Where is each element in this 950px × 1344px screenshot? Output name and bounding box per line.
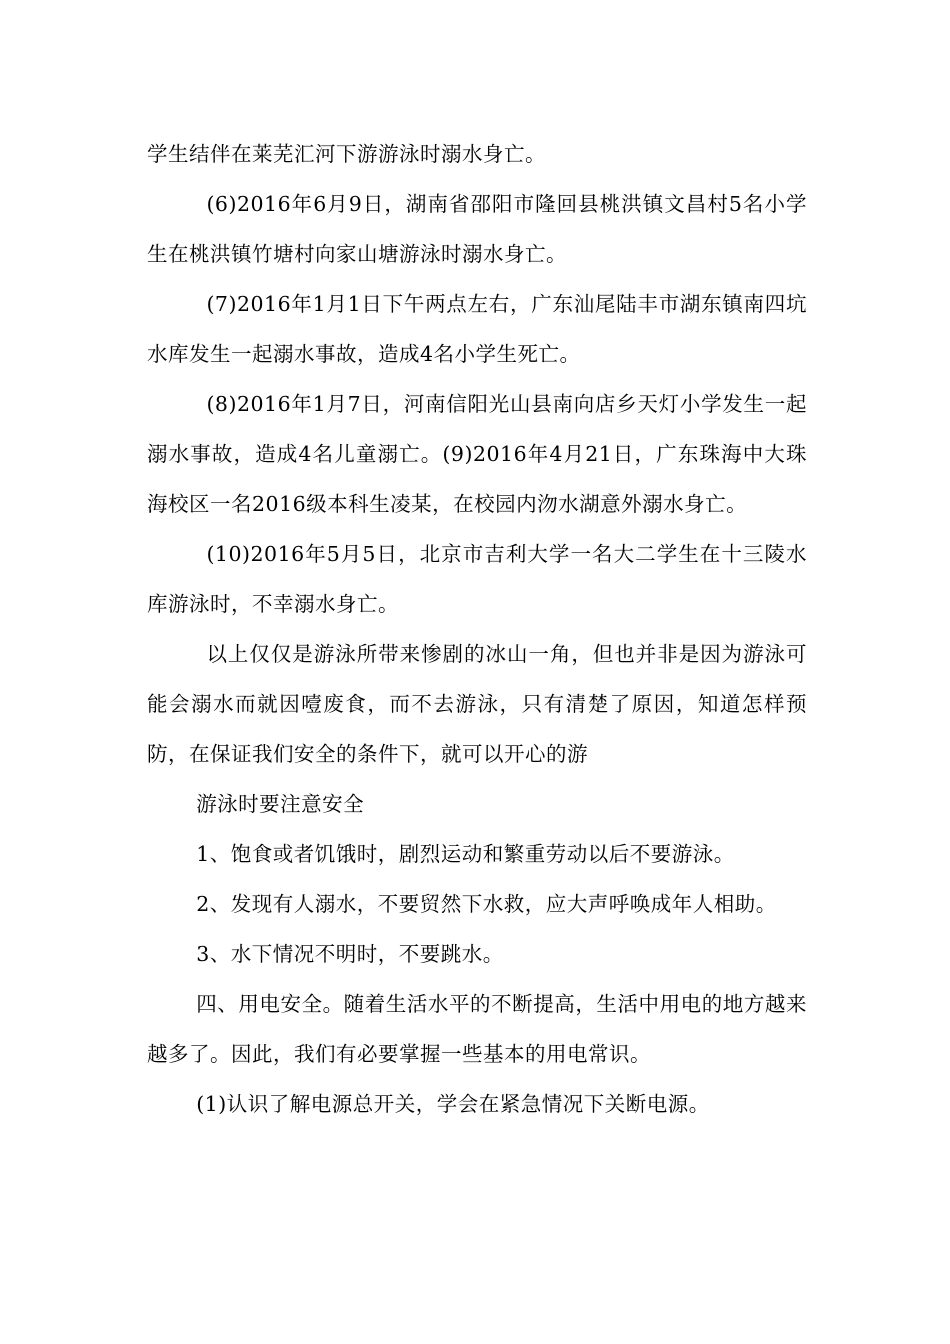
paragraph-3: (7)2016年1月1日下午两点左右，广东汕尾陆丰市湖东镇南四坑水库发生一起溺水事故，造成4名小学生死亡。 (147, 292, 807, 366)
section-electricity: 四、用电安全。随着生活水平的不断提高，生活中用电的地方越来越多了。因此，我们有必要掌握一些基本的用电常识。 (147, 992, 807, 1066)
paragraph-1: 学生结伴在莱芜汇河下游游泳时溺水身亡。 (147, 142, 546, 166)
section-heading: 游泳时要注意安全 (196, 792, 365, 816)
paragraph-5: (10)2016年5月5日，北京市吉利大学一名大二学生在十三陵水库游泳时，不幸溺水身亡。 (147, 542, 807, 616)
paragraph-6: 以上仅仅是游泳所带来惨剧的冰山一角，但也并非是因为游泳可能会溺水而就因噎废食，而不去游泳，只有清楚了原因，知道怎样预防，在保证我们安全的条件下，就可以开心的游 (147, 642, 807, 766)
list-item-2: 2、发现有人溺水，不要贸然下水救，应大声呼唤成年人相助。 (196, 892, 777, 916)
paragraph-4: (8)2016年1月7日，河南信阳光山县南向店乡天灯小学发生一起溺水事故，造成4名儿童溺亡。(9)2016年4月21日，广东珠海中大珠海校区一名2016级本科生凌某，在校园内沕水湖意外溺水身亡。 (147, 392, 807, 516)
list-item-1: 1、饱食或者饥饿时，剧烈运动和繁重劳动以后不要游泳。 (196, 842, 735, 866)
paragraph-2: (6)2016年6月9日，湖南省邵阳市隆回县桃洪镇文昌村5名小学生在桃洪镇竹塘村向家山塘游泳时溺水身亡。 (147, 192, 807, 266)
electricity-item-1: (1)认识了解电源总开关，学会在紧急情况下关断电源。 (196, 1092, 710, 1116)
document-body (147, 129, 807, 1129)
list-item-3: 3、水下情况不明时，不要跳水。 (196, 942, 504, 966)
